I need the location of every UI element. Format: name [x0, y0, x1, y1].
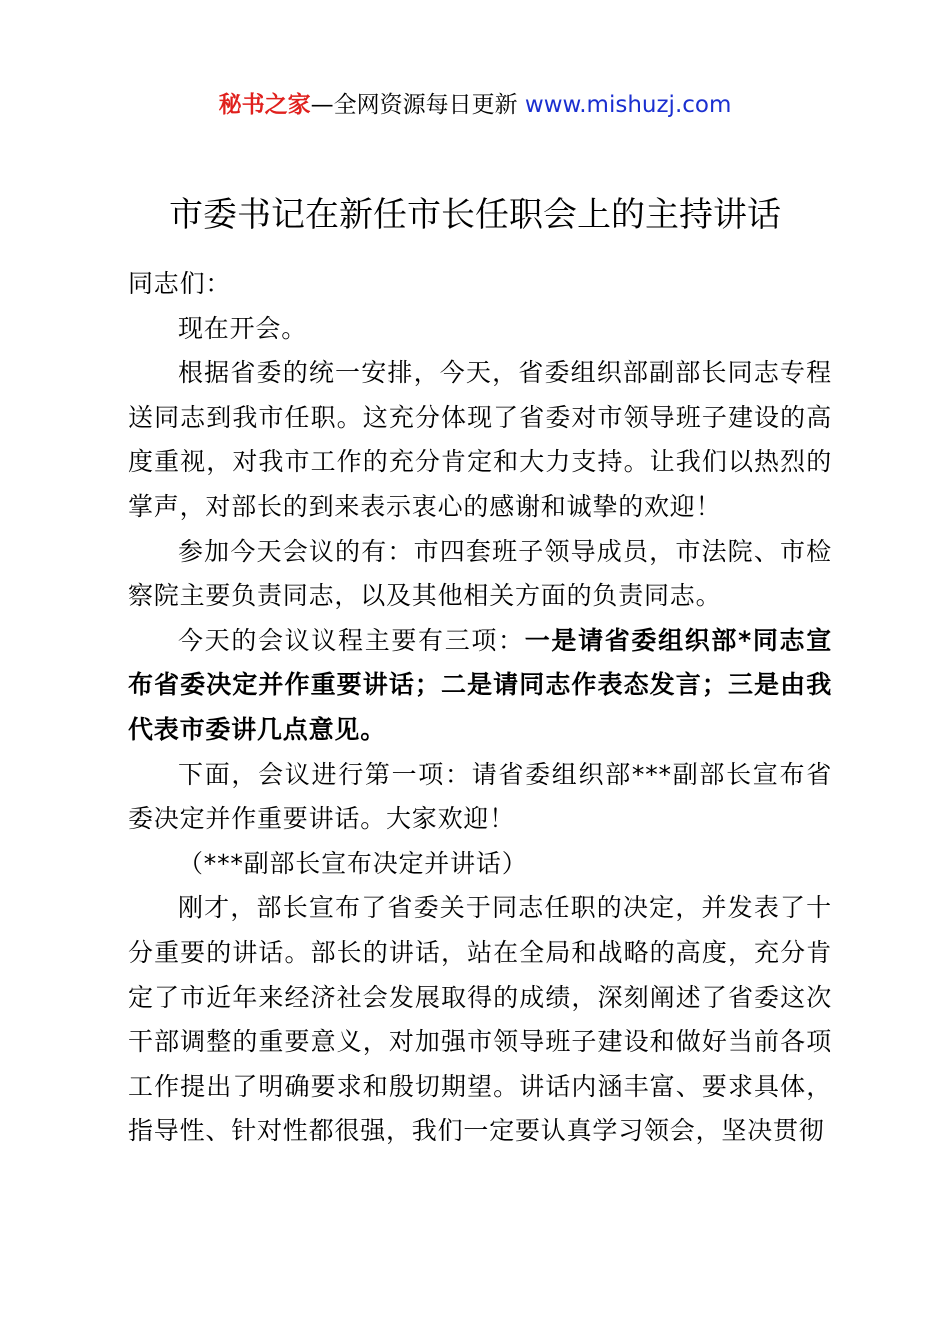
agenda-lead: 今天的会议议程主要有三项： [178, 625, 525, 655]
agenda-items: 一是请省委组织部*同志宣布省委决定并作重要讲话；二是请同志作表态发言；三是由我代表市委讲几点意见。 [128, 625, 832, 744]
paragraph-summary: 刚才，部长宣布了省委关于同志任职的决定，并发表了十分重要的讲话。部长的讲话，站在全局和战略的高度，充分肯定了市近年来经济社会发展取得的成绩，深刻阐述了省委这次干部调整的重要意义，对加强市领导班子建设和做好当前各项工作提出了明确要求和殷切期望。讲话内涵丰富、要求具体，指导性、针对性都很强，我们一定要认真学习领会，坚决贯彻 [128, 893, 832, 1146]
document-title: 市委书记在新任市长任职会上的主持讲话 [169, 194, 781, 235]
paragraph-arrangement: 根据省委的统一安排，今天，省委组织部副部长同志专程送同志到我市任职。这充分体现了省委对市领导班子建设的高度重视，对我市工作的充分肯定和大力支持。让我们以热烈的掌声，对部长的到来表示衷心的感谢和诚挚的欢迎！ [128, 358, 832, 521]
paragraph-agenda [128, 619, 832, 753]
site-url-link[interactable]: www.mishuzj.com [524, 92, 732, 118]
site-slogan: —全网资源每日更新 [310, 92, 525, 118]
paragraph-opening: 现在开会。 [178, 313, 308, 343]
salutation: 同志们： [128, 269, 232, 298]
paragraph-stage-note: （***副部长宣布决定并讲话） [178, 848, 528, 878]
site-name: 秘书之家 [218, 92, 311, 118]
site-header [0, 88, 950, 122]
document-body [128, 262, 832, 1154]
paragraph-attendees: 参加今天会议的有：市四套班子领导成员，市法院、市检察院主要负责同志，以及其他相关方面的负责同志。 [128, 536, 832, 611]
paragraph-first-item: 下面，会议进行第一项：请省委组织部***副部长宣布省委决定并作重要讲话。大家欢迎！ [128, 759, 832, 834]
